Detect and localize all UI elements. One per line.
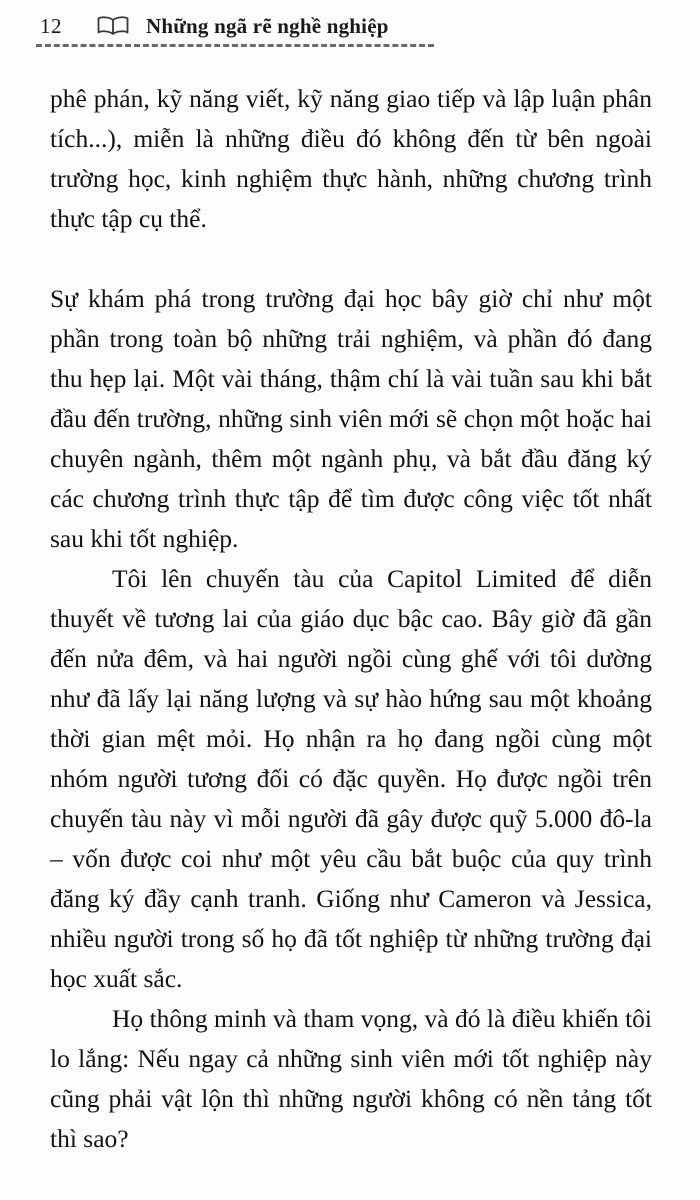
paragraph: phê phán, kỹ năng viết, kỹ năng giao tiếp và lập luận phân tích...), miễn là những điều đó không đến từ bên ngoài trường học, kinh nghiệm thực hành, những chương trình thực tập cụ thể. [50,84,652,233]
body-text [50,79,652,1159]
header-divider [36,44,434,47]
page-title: Những ngã rẽ nghề nghiệp [146,13,389,38]
paragraph: Họ thông minh và tham vọng, và đó là điều khiến tôi lo lắng: Nếu ngay cả những sinh viên mới tốt nghiệp này cũng phải vật lộn thì những người không có nền tảng tốt thì sao? [50,1004,652,1153]
open-book-icon [96,16,130,37]
running-header [40,12,652,40]
paragraph: Tôi lên chuyến tàu của Capitol Limited để diễn thuyết về tương lai của giáo dục bậc cao. Bây giờ đã gần đến nửa đêm, và hai người ngồi cùng ghế với tôi dường như đã lấy lại năng lượng và sự hào hứng sau một khoảng thời gian mệt mỏi. Họ nhận ra họ đang ngồi cùng một nhóm người tương đối có đặc quyền. Họ được ngồi trên chuyến tàu này vì mỗi người đã gây được quỹ 5.000 đô-la – vốn được coi như một yêu cầu bắt buộc của quy trình đăng ký đầy cạnh tranh. Giống như Cameron và Jessica, nhiều người trong số họ đã tốt nghiệp từ những trường đại học xuất sắc. [50,564,652,993]
paragraph: Sự khám phá trong trường đại học bây giờ chỉ như một phần trong toàn bộ những trải nghiệm, và phần đó đang thu hẹp lại. Một vài tháng, thậm chí là vài tuần sau khi bắt đầu đến trường, những sinh viên mới sẽ chọn một hoặc hai chuyên ngành, thêm một ngành phụ, và bắt đầu đăng ký các chương trình thực tập để tìm được công việc tốt nhất sau khi tốt nghiệp. [50,284,652,553]
page-number: 12 [40,13,62,38]
